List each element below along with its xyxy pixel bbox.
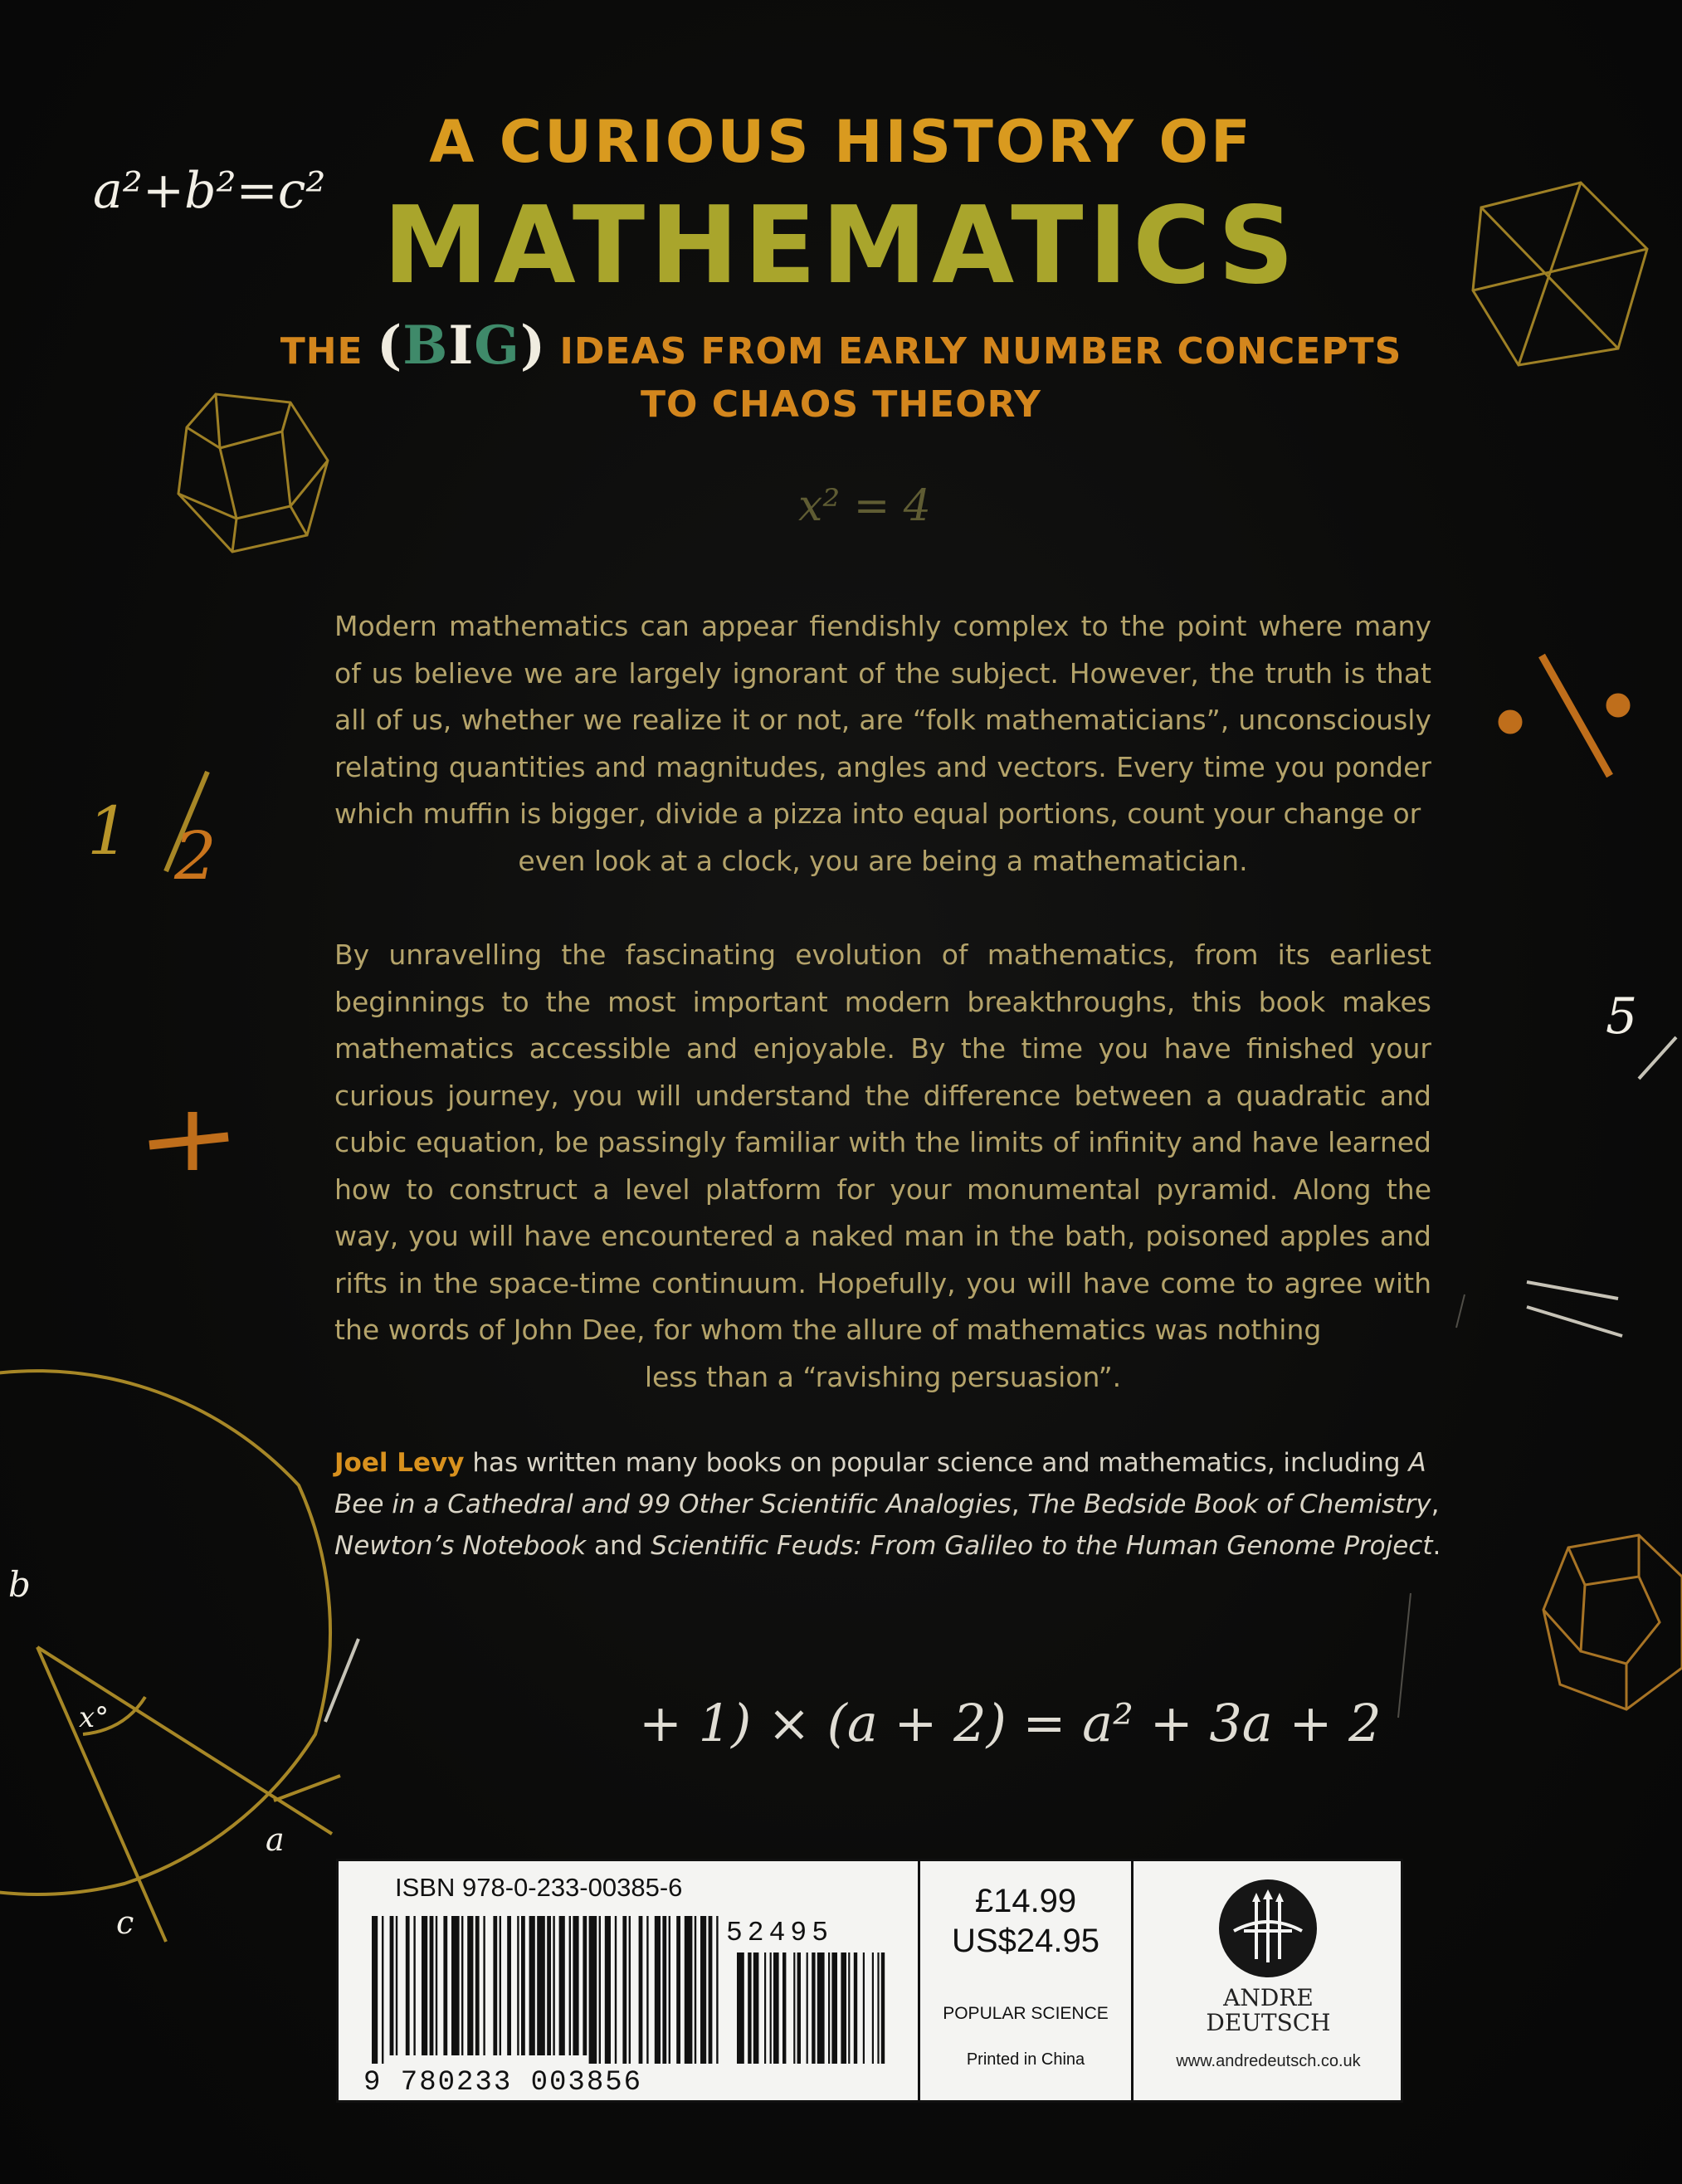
category-label: POPULAR SCIENCE xyxy=(943,2004,1109,2023)
subtitle-the: THE xyxy=(280,330,363,373)
chalk-equation: + 1) × (a + 2) = a² + 3a + 2 xyxy=(639,1693,1382,1753)
book-title: Newton’s Notebook xyxy=(334,1531,587,1561)
book-title: A Bee in a Cathedral and 99 Other Scientific Analogies xyxy=(334,1448,1426,1519)
price-gbp: £14.99 xyxy=(974,1883,1077,1919)
subtitle-big-word: (BIG) xyxy=(376,314,547,377)
blurb-paragraph-2: By unravelling the fascinating evolution of mathematics, from its earliest beginnings to the most important modern breakthroughs, this book makes mathematics accessible and enjoyable. By the time you have finished your curious journey, you will understand the difference between a quadratic and cubic equation, be passingly familiar with the limits of infinity and have learned how to construct a level platform for your monumental pyramid. Along the way, you will have encountered a naked man in the bath, poisoned apples and rifts in the space-time continuum. Hopefully, you will have come to agree with the words of John Dee, for whom the allure of mathematics was nothing less than a “ravishing persuasion”. xyxy=(334,938,1431,1393)
wireframe-dodecahedron-bottom-right xyxy=(1543,1535,1682,1709)
label-b: b xyxy=(8,1564,31,1605)
label-a: a xyxy=(266,1821,285,1858)
subtitle-line2: TO CHAOS THEORY xyxy=(641,383,1041,426)
x-squared-formula: x² = 4 xyxy=(798,481,931,531)
plus-sign-doodle xyxy=(149,1112,228,1170)
title-line-top: A CURIOUS HISTORY OF xyxy=(429,108,1253,176)
label-x-degrees: x° xyxy=(79,1701,110,1734)
five-numeral: 5 xyxy=(1606,987,1638,1046)
author-bio: Joel Levy has written many books on popular science and mathematics, including A Bee in a Cathedral and 99 Other Scientific Analogies, The Bedside Book of Chemistry, Newton’s Notebook and Scientific Feuds: From Galileo to the Human Genome Project. xyxy=(334,1448,1441,1561)
publisher-logo-icon xyxy=(1219,1879,1317,1977)
author-name: Joel Levy xyxy=(334,1448,465,1478)
half-numerator: 1 xyxy=(87,792,129,870)
ean-digits: 9 780233 003856 xyxy=(363,2067,643,2099)
printed-in-label: Printed in China xyxy=(966,2050,1085,2069)
price-panel xyxy=(918,1861,1131,2100)
division-sign-doodle xyxy=(1502,656,1626,776)
publisher-url: www.andredeutsch.co.uk xyxy=(1176,2052,1361,2070)
barcode-panel xyxy=(339,1861,914,2100)
addon-digits: 52495 xyxy=(726,1918,834,1948)
pythagoras-formula: a²+b²=c² xyxy=(93,162,326,220)
price-usd: US$24.95 xyxy=(952,1923,1099,1959)
publisher-name-line2: DEUTSCH xyxy=(1206,2009,1331,2036)
book-title: The Bedside Book of Chemistry xyxy=(1027,1489,1431,1519)
title-main: MATHEMATICS xyxy=(383,184,1299,308)
half-denominator: 2 xyxy=(174,817,217,895)
circle-geometry-diagram xyxy=(0,1371,340,1942)
publisher-name-line1: ANDRE xyxy=(1223,1984,1314,2011)
subtitle xyxy=(0,314,1682,431)
barcode-label xyxy=(336,1859,1403,2103)
subtitle-line1-rest: IDEAS FROM EARLY NUMBER CONCEPTS xyxy=(559,330,1402,373)
blurb-paragraph-1: Modern mathematics can appear fiendishly complex to the point where many of us believe we are largely ignorant of the subject. However, the truth is that all of us, whether we realize it or not, are “folk mathematicians”, unconsciously relating quantities and magnitudes, angles and vectors. Every time you ponder which muffin is bigger, divide a pizza into equal portions, count your change or even look at a clock, you are being a mathematician. xyxy=(334,610,1431,877)
label-c: c xyxy=(116,1904,134,1941)
book-title: Scientific Feuds: From Galileo to the Human Genome Project xyxy=(651,1531,1433,1561)
publisher-panel xyxy=(1131,1861,1403,2100)
isbn-text: ISBN 978-0-233-00385-6 xyxy=(395,1873,683,1902)
